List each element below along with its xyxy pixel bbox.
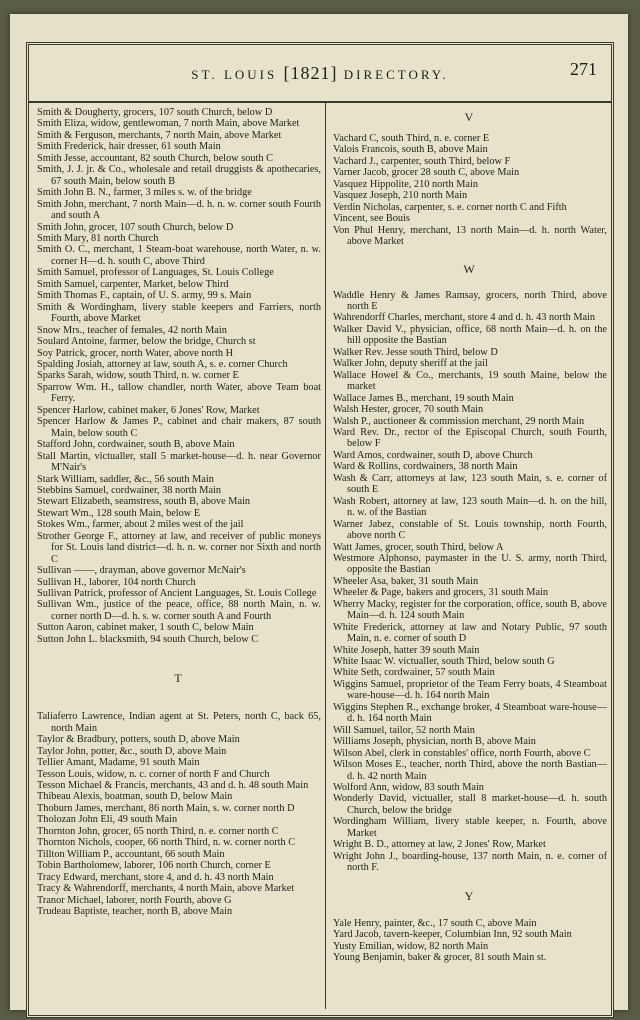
directory-entry: Wash & Carr, attorneys at law, 123 south Main, s. e. corner of south E — [333, 472, 607, 496]
directory-entry: Varner Jacob, grocer 28 south C, above Main — [333, 167, 520, 179]
directory-entry: Tranor Michael, laborer, north Fourth, above G — [37, 894, 232, 906]
directory-entry: Wheeler Asa, baker, 31 south Main — [333, 575, 479, 587]
directory-entry: Spencer Harlow, cabinet maker, 6 Jones' Row, Market — [37, 404, 260, 416]
directory-entry: Smith Mary, 81 north Church — [37, 232, 159, 244]
directory-entry: Stewart Elizabeth, seamstress, south B, above Main — [37, 496, 251, 508]
directory-entry: Smith Samuel, professor of Languages, St. Louis College — [37, 267, 274, 279]
directory-entry: Valois Francois, south B, above Main — [333, 144, 488, 156]
directory-entry: Wordingham William, livery stable keeper, n. Fourth, above Market — [333, 816, 607, 839]
directory-entry: Taylor & Bradbury, potters, south D, above Main — [37, 734, 240, 746]
directory-entry: White Frederick, attorney at law and Notary Public, 97 south Main, n. e. corner of south D — [333, 621, 607, 645]
directory-entry: White Isaac W. victualler, south Third, below south G — [333, 656, 555, 668]
directory-entry: Tholozan John Eli, 49 south Main — [37, 814, 178, 826]
directory-entry: Sullivan Patrick, professor of Ancient Languages, St. Louis College — [37, 588, 317, 600]
directory-entry: Sullivan ——, drayman, above governor McNair's — [37, 565, 246, 577]
directory-entry: Westmore Alphonso, paymaster in the U. S. army, north Third, opposite the Bastian — [333, 552, 607, 576]
directory-entry: Sullivan Wm., justice of the peace, office, 88 north Main, n. w. corner north D—d. h. s. w. corner south A and Fourth — [37, 599, 321, 622]
directory-entry: Vasquez Joseph, 210 north Main — [333, 190, 468, 202]
directory-entry: Verdin Nicholas, carpenter, s. e. corner north C and Fifth — [333, 201, 567, 213]
directory-entry: Yale Henry, painter, &c., 17 south C, above Main — [333, 917, 537, 929]
directory-entry: Tellier Amant, Madame, 91 south Main — [37, 757, 200, 769]
directory-entry: Tillton William P., accountant, 66 south Main — [37, 848, 225, 860]
section-heading-t: T — [174, 671, 184, 686]
directory-entry: Spalding Josiah, attorney at law, south A, s. e. corner Church — [37, 358, 288, 370]
directory-entry: Vasquez Hippolite, 210 north Main — [333, 178, 478, 190]
directory-entry: Vachard J., carpenter, south Third, below F — [333, 155, 511, 167]
directory-entry: Wherry Macky, register for the corporation, office, south B, above Main—d. h. 124 south Main — [333, 598, 607, 622]
directory-entry: Von Phul Henry, merchant, 13 north Main—d. h. north Water, above Market — [333, 224, 607, 248]
directory-entry: Ward Rev. Dr., rector of the Episcopal Church, south Fourth, below F — [333, 426, 607, 450]
header-word: DIRECTORY. — [343, 67, 449, 82]
directory-entry: Wallace James B., merchant, 19 south Main — [333, 392, 514, 404]
directory-entry: Strother George F., attorney at law, and receiver of public moneys for St. Louis land district—d. h. n. w. corner nor Sixth and north C — [37, 530, 321, 565]
directory-entry: Tracy & Wahrendorff, merchants, 4 north Main, above Market — [37, 883, 295, 895]
directory-entry: Walker John, deputy sheriff at the jail — [333, 358, 488, 370]
directory-entry: Smith John, merchant, 7 north Main—d. h. n. w. corner south Fourth and south A — [37, 198, 321, 222]
directory-entry: Young Benjamin, baker & grocer, 81 south Main st. — [333, 952, 547, 963]
directory-entry: Snow Mrs., teacher of females, 42 north Main — [37, 324, 227, 336]
column-divider — [325, 103, 326, 1009]
directory-entry: Smith & Ferguson, merchants, 7 north Main, above Market — [37, 129, 282, 141]
directory-entry: Ward Amos, cordwainer, south D, above Church — [333, 449, 533, 461]
directory-entry: Stokes Wm., farmer, about 2 miles west of the jail — [37, 519, 244, 531]
directory-entry: Wolford Ann, widow, 83 south Main — [333, 782, 484, 794]
directory-entry: Thornton Nichols, cooper, 66 north Third, n. w. corner north C — [37, 837, 296, 849]
directory-entry: Yard Jacob, tavern-keeper, Columbian Inn, 92 south Main — [333, 929, 572, 941]
directory-entry: Wash Robert, attorney at law, 123 south Main—d. h. on the hill, n. w. of the Bastian — [333, 495, 607, 519]
directory-entry: Williams Joseph, physician, north B, above Main — [333, 736, 536, 748]
directory-entry: Thoburn James, merchant, 86 north Main, s. w. corner north D — [37, 802, 295, 814]
directory-entry: Thornton John, grocer, 65 north Third, n. e. corner north C — [37, 825, 279, 837]
header-title — [191, 63, 449, 84]
directory-entry: Soy Patrick, grocer, north Water, above north H — [37, 347, 234, 359]
directory-entry: Walker Rev. Jesse south Third, below D — [333, 346, 498, 358]
directory-entry: Smith & Wordingham, livery stable keepers and Farriers, north Fourth, above Market — [37, 301, 321, 325]
directory-entry: Taliaferro Lawrence, Indian agent at St. Peters, north C, back 65, north Main — [37, 711, 321, 734]
right-column — [333, 107, 607, 1007]
directory-entry: Wilson Moses E., teacher, north Third, above the north Bastian—d. h. 42 north Main — [333, 759, 607, 782]
directory-entry: Warner Jabez, constable of St. Louis township, north Fourth, above north C — [333, 518, 607, 542]
directory-entry: Tobin Bartholomew, laborer, 106 north Church, corner E — [37, 860, 271, 872]
v-entries — [333, 133, 607, 248]
s-entries — [37, 107, 321, 645]
directory-entry: Stafford John, cordwainer, south B, above Main — [37, 439, 235, 451]
page-frame — [26, 42, 614, 1018]
directory-entry: Trudeau Baptiste, teacher, north B, above Main — [37, 906, 233, 917]
section-heading-v: V — [464, 110, 476, 124]
directory-entry: Wheeler & Page, bakers and grocers, 31 south Main — [333, 587, 549, 599]
directory-entry: Walker David V., physician, office, 68 north Main—d. h. on the hill opposite the Bastian — [333, 323, 607, 347]
directory-entry: Sullivan H., laborer, 104 north Church — [37, 576, 196, 588]
header-rule — [29, 101, 611, 103]
page-number: 271 — [570, 59, 597, 79]
directory-entry: Smith John, grocer, 107 south Church, below D — [37, 221, 234, 233]
y-entries — [333, 918, 607, 964]
directory-entry: Waddle Henry & James Ramsay, grocers, north Third, above north E — [333, 289, 607, 312]
directory-entry: Wright John J., boarding-house, 137 north Main, n. e. corner of north F. — [333, 850, 607, 874]
directory-entry: Smith O. C., merchant, 1 Steam-boat warehouse, north Water, n. w. corner H—d. h. south C, above Third — [37, 244, 321, 267]
directory-entry: Smith Jesse, accountant, 82 south Church, below south C — [37, 152, 273, 164]
directory-entry: Tesson Louis, widow, n. c. corner of north F and Church — [37, 768, 270, 780]
directory-entry: Wallace Howel & Co., merchants, 19 south Maine, below the market — [333, 369, 607, 393]
directory-entry: Smith Samuel, carpenter, Market, below Third — [37, 278, 229, 290]
directory-entry: Sparrow Wm. H., tallow chandler, north Water, above Team boat Ferry. — [37, 381, 321, 405]
running-header — [29, 59, 611, 93]
directory-entry: Smith, J. J. jr. & Co., wholesale and retail druggists & apothecaries, 67 south Main, below south B — [37, 164, 321, 187]
header-city: ST. LOUIS — [191, 67, 278, 82]
directory-entry: Stark William, saddler, &c., 56 south Main — [37, 473, 214, 485]
t-entries — [37, 711, 321, 917]
directory-entry: Smith Thomas F., captain, of U. S. army, 99 s. Main — [37, 290, 252, 302]
directory-entry: Taylor John, potter, &c., south D, above Main — [37, 745, 227, 757]
w-entries — [333, 290, 607, 874]
directory-entry: Wiggins Stephen R., exchange broker, 4 Steamboat ware-house—d. h. 164 north Main — [333, 701, 607, 725]
directory-entry: Thibeau Alexis, boatman, south D, below Main — [37, 791, 233, 803]
directory-page — [10, 14, 628, 1010]
directory-entry: Wonderly David, victualler, stall 8 market-house—d. h. south Church, below the bridge — [333, 793, 607, 816]
directory-entry: Stewart Wm., 128 south Main, below E — [37, 507, 201, 519]
directory-entry: Smith John B. N., farmer, 3 miles s. w. of the bridge — [37, 187, 252, 199]
directory-entry: Yusty Emilian, widow, 82 north Main — [333, 940, 489, 952]
directory-entry: White Seth, cordwainer, 57 south Main — [333, 667, 495, 679]
directory-entry: Smith Frederick, hair dresser, 61 south Main — [37, 141, 221, 153]
directory-entry: Tracy Edward, merchant, store 4, and d. h. 43 north Main — [37, 871, 274, 883]
directory-entry: Walsh Hester, grocer, 70 south Main — [333, 404, 484, 416]
directory-entry: Wiggins Samuel, proprietor of the Team Ferry boats, 4 Steamboat ware-house—d. h. 164 north Main — [333, 678, 607, 702]
directory-entry: Spencer Harlow & James P., cabinet and chair makers, 87 south Main, below south C — [37, 416, 321, 439]
left-column — [37, 107, 321, 1007]
directory-entry: Stall Martin, victualler, stall 5 market-house—d. h. near Governor M'Nair's — [37, 450, 321, 474]
directory-entry: Vincent, see Bouis — [333, 213, 410, 225]
header-year: [1821] — [283, 63, 338, 83]
section-heading-y: Y — [464, 888, 476, 903]
directory-entry: Wahrendorff Charles, merchant, store 4 and d. h. 43 north Main — [333, 312, 596, 324]
directory-entry: Sutton Aaron, cabinet maker, 1 south C, below Main — [37, 622, 254, 634]
directory-entry: Wright B. D., attorney at law, 2 Jones' Row, Market — [333, 839, 546, 851]
directory-entry: Walsh P., auctioneer & commission merchant, 29 north Main — [333, 415, 585, 427]
directory-entry: Sutton John L. blacksmith, 94 south Church, below C — [37, 633, 259, 645]
directory-entry: Wilson Abel, clerk in constables' office, north Fourth, above C — [333, 747, 591, 759]
directory-entry: Vachard C, south Third, n. e. corner E — [333, 133, 490, 144]
directory-entry: Soulard Antoine, farmer, below the bridge, Church st — [37, 336, 256, 348]
section-heading-w: W — [463, 261, 477, 276]
directory-entry: Tesson Michael & Francis, merchants, 43 and d. h. 48 south Main — [37, 780, 309, 792]
directory-entry: White Joseph, hatter 39 south Main — [333, 644, 480, 656]
directory-entry: Smith & Dougherty, grocers, 107 south Church, below D — [37, 107, 273, 118]
directory-entry: Will Samuel, tailor, 52 north Main — [333, 724, 475, 736]
directory-entry: Sparks Sarah, widow, south Third, n. w. corner E — [37, 370, 239, 382]
directory-entry: Ward & Rollins, cordwainers, 38 north Main — [333, 461, 518, 473]
directory-entry: Stebbins Samuel, cordwainer, 38 north Main — [37, 484, 222, 496]
directory-entry: Smith Eliza, widow, gentlewoman, 7 north Main, above Market — [37, 118, 300, 130]
directory-entry: Watt James, grocer, south Third, below A — [333, 541, 504, 553]
